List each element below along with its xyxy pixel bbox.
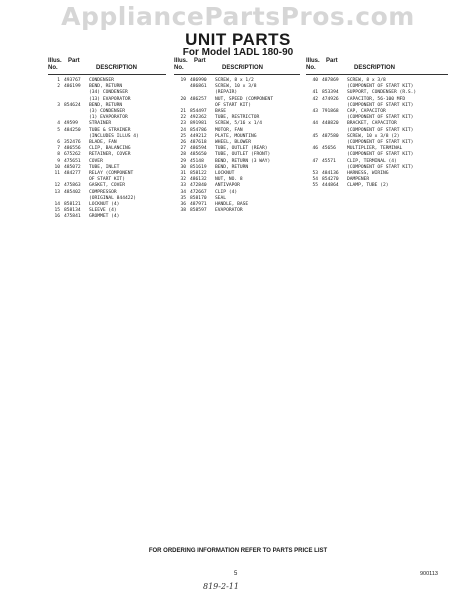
header-description: DESCRIPTION <box>96 65 138 71</box>
part-number: 791868 <box>322 109 339 115</box>
part-description: MOTOR, FAN <box>215 127 243 133</box>
part-number: 45571 <box>322 158 336 164</box>
part-description: BEND, RETURN <box>215 164 249 170</box>
illus-number: 4 <box>57 121 60 127</box>
header-no: No. <box>174 65 184 71</box>
part-number: 486132 <box>190 177 207 183</box>
illus-number: 22 <box>180 115 186 121</box>
part-description: HARNESS, WIRING <box>347 171 389 177</box>
illus-number: 53 <box>312 171 318 177</box>
header-illus: Illus. <box>306 58 320 64</box>
parts-column-1 <box>48 58 166 221</box>
parts-list <box>174 78 300 214</box>
illus-number <box>174 84 190 96</box>
part-number: 475841 <box>64 214 81 220</box>
watermark: AppliancePartsPros.com <box>61 2 415 31</box>
part-row <box>48 171 166 183</box>
header-illus: Illus. <box>174 58 188 64</box>
header-description: DESCRIPTION <box>354 65 396 71</box>
part-number: 486861 <box>190 84 207 90</box>
part-row <box>306 146 448 158</box>
part-description: RETAINER, COVER <box>89 152 131 158</box>
illus-number: 28 <box>180 152 186 158</box>
part-number: 486990 <box>190 78 207 83</box>
part-row <box>306 109 448 121</box>
part-number: 484250 <box>64 127 81 133</box>
header-rule <box>306 74 448 75</box>
part-description: CAP, CAPACITOR (COMPONENT OF START KIT) <box>347 109 414 121</box>
part-description: PLATE, MOUNTING <box>215 133 257 139</box>
part-number: 487580 <box>322 133 339 139</box>
illus-number: 38 <box>180 208 186 214</box>
part-row <box>174 84 300 96</box>
part-row <box>306 121 448 133</box>
part-description: HANDLE, BASE <box>215 202 249 208</box>
part-number: 487971 <box>190 202 207 208</box>
part-row <box>174 97 300 109</box>
part-description: EVAPORATOR <box>215 208 243 214</box>
part-number: 854786 <box>190 127 207 133</box>
illus-number: 44 <box>312 121 318 127</box>
illus-number: 46 <box>312 146 318 152</box>
part-description: BEND, RETURN (34) CONDENSER (13) EVAPORATOR <box>89 84 131 102</box>
part-description: SEAL <box>215 195 227 201</box>
part-number: 485650 <box>190 152 207 158</box>
column-header <box>306 58 448 73</box>
part-description: TUBE, OUTLET (FRONT) <box>215 152 271 158</box>
handwritten-note: 819-2-11 <box>203 582 239 591</box>
illus-number: 31 <box>180 171 186 177</box>
illus-number: 34 <box>180 189 186 195</box>
header-part: Part <box>68 58 80 64</box>
part-number: 486556 <box>64 146 81 152</box>
part-number: 485072 <box>64 164 81 170</box>
illus-number: 35 <box>180 195 186 201</box>
illus-number: 13 <box>54 189 60 195</box>
part-description: CLIP, BALANCING <box>89 146 131 152</box>
illus-number: 26 <box>180 140 186 146</box>
part-description: SLEEVE (4) <box>89 208 117 214</box>
part-number: 45148 <box>190 158 204 164</box>
illus-number: 1 <box>57 78 60 83</box>
illus-number: 7 <box>57 146 60 152</box>
illus-number: 36 <box>180 202 186 208</box>
header-rule <box>48 74 166 75</box>
part-row <box>306 159 448 171</box>
illus-number: 42 <box>312 96 318 102</box>
illus-number: 8 <box>57 152 60 158</box>
part-row <box>306 134 448 146</box>
part-description: SCREW, 10 x 3/8 (REPAIR) <box>215 84 257 96</box>
part-number: 891981 <box>190 121 207 127</box>
illus-number: 6 <box>57 140 60 146</box>
part-description: CLAMP, TUBE (2) <box>347 183 389 189</box>
part-number: 675262 <box>64 152 81 158</box>
part-description: COMPRESSOR (ORIGINAL 844422) <box>89 189 137 201</box>
part-description: DAMPENER <box>347 177 370 183</box>
part-number: 854497 <box>190 109 207 115</box>
part-row <box>48 103 166 122</box>
part-description: CONDENSER <box>89 78 114 83</box>
part-number: 486199 <box>64 84 81 90</box>
illus-number: 54 <box>312 177 318 183</box>
header-illus: Illus. <box>48 58 62 64</box>
part-description: BRACKET, CAPACITOR (COMPONENT OF START KIT) <box>347 121 414 133</box>
parts-list <box>48 78 166 221</box>
illus-number: 29 <box>180 158 186 164</box>
document-code: 900113 <box>420 571 438 577</box>
illus-number: 23 <box>180 121 186 127</box>
part-description: RELAY (COMPONENT OF START KIT) <box>89 171 134 183</box>
part-row <box>48 214 166 220</box>
part-number: 45656 <box>322 146 336 152</box>
part-row <box>48 84 166 103</box>
page-title: UNIT PARTS <box>185 30 291 49</box>
part-number: 858170 <box>190 195 207 201</box>
part-number: 854270 <box>322 177 339 183</box>
part-description: SCREW, 8 x 3/8 (COMPONENT OF START KIT) <box>347 78 414 90</box>
header-no: No. <box>48 65 58 71</box>
part-number: 486594 <box>190 146 207 152</box>
illus-number: 45 <box>312 133 318 139</box>
part-row <box>306 97 448 109</box>
part-description: WHEEL, BLOWER <box>215 140 251 146</box>
part-number: 444864 <box>322 183 339 189</box>
part-number: 487618 <box>190 140 207 146</box>
part-description: MULTIPLIER, TERMINAL (COMPONENT OF START KIT) <box>347 146 414 158</box>
part-number: 485402 <box>64 189 81 195</box>
part-number: 472667 <box>190 189 207 195</box>
part-row <box>48 190 166 202</box>
part-number: 484136 <box>322 171 339 177</box>
part-description: LOCKNUT <box>215 171 235 177</box>
illus-number: 16 <box>54 214 60 220</box>
part-number: 858121 <box>64 202 81 208</box>
part-description: COVER <box>89 158 103 164</box>
header-no: No. <box>306 65 316 71</box>
part-description: TUBE, INLET <box>89 164 120 170</box>
illus-number: 25 <box>180 133 186 139</box>
ordering-footer: FOR ORDERING INFORMATION REFER TO PARTS PRICE LIST <box>148 548 328 554</box>
part-description: BEND, RETURN (3) CONDENSER (1) EVAPORATOR <box>89 102 128 121</box>
part-description: SCREW, 5/16 x 1/4 <box>215 121 263 127</box>
part-number: 448820 <box>322 121 339 127</box>
part-number: 487869 <box>322 78 339 83</box>
illus-number: 47 <box>312 158 318 164</box>
part-description: TUBE & STRAINER (INCLUDES ILLUS 4) <box>89 127 139 139</box>
part-description: TUBE, OUTLET (REAR) <box>215 146 268 152</box>
illus-number: 10 <box>54 164 60 170</box>
illus-number: 14 <box>54 202 60 208</box>
header-rule <box>174 74 300 75</box>
illus-number: 12 <box>54 183 60 189</box>
part-description: CLIP (4) <box>215 189 238 195</box>
parts-column-3 <box>306 58 448 190</box>
illus-number: 55 <box>312 183 318 189</box>
illus-number: 11 <box>54 171 60 177</box>
parts-list <box>306 78 448 190</box>
part-number: 472840 <box>190 183 207 189</box>
illus-number: 30 <box>180 164 186 170</box>
part-description: SCREW, 10 x 3/8 (2) (COMPONENT OF START KIT) <box>347 133 414 146</box>
part-number: 858122 <box>190 171 207 177</box>
part-row <box>174 208 300 214</box>
part-row <box>306 78 448 90</box>
part-description: NUT, NO. 8 <box>215 177 243 183</box>
part-description: NUT, SPEED (COMPONENT OF START KIT) <box>215 96 274 108</box>
part-description: CLIP, TERMINAL (4) (COMPONENT OF START KIT) <box>347 158 414 170</box>
part-description: ANTIVAPOR <box>215 183 240 189</box>
part-number: 475863 <box>64 183 81 189</box>
column-header <box>174 58 300 73</box>
part-description: BEND, RETURN (3 WAY) <box>215 158 271 164</box>
part-number: 858597 <box>190 208 207 214</box>
part-description: GROMMET (4) <box>89 214 120 220</box>
illus-number: 24 <box>180 127 186 133</box>
part-number: 474926 <box>322 96 339 102</box>
part-row <box>306 183 448 189</box>
part-number: 486257 <box>190 96 207 102</box>
part-number: 475651 <box>64 158 81 164</box>
header-description: DESCRIPTION <box>222 65 264 71</box>
illus-number: 43 <box>312 109 318 115</box>
illus-number: 41 <box>312 90 318 96</box>
part-description: STRAINER <box>89 121 112 127</box>
part-description: SCREW, 8 x 1/2 <box>215 78 254 83</box>
illus-number: 15 <box>54 208 60 214</box>
part-number: 854624 <box>64 102 81 108</box>
part-number: 352476 <box>64 140 81 146</box>
part-number: 484277 <box>64 171 81 177</box>
part-row <box>48 128 166 140</box>
illus-number: 2 <box>57 84 60 90</box>
part-description: SUPPORT, CONDENSER (R.S.) <box>347 90 417 96</box>
part-description: BASE <box>215 109 227 115</box>
illus-number: 27 <box>180 146 186 152</box>
part-number: 493767 <box>64 78 81 83</box>
part-description: LOCKNUT (4) <box>89 202 120 208</box>
part-number: 851619 <box>190 164 207 170</box>
parts-column-2 <box>174 58 300 214</box>
illus-number: 5 <box>57 127 60 133</box>
part-number: 853394 <box>322 90 339 96</box>
illus-number: 3 <box>57 102 60 108</box>
part-number: 449212 <box>190 133 207 139</box>
page-number: 5 <box>234 571 238 577</box>
illus-number: 19 <box>180 78 186 83</box>
illus-number: 21 <box>180 109 186 115</box>
part-description: CAPACITOR, 56-100 MFD (COMPONENT OF START KIT) <box>347 96 414 108</box>
header-part: Part <box>326 58 338 64</box>
part-number: 492362 <box>190 115 207 121</box>
part-number: 49599 <box>64 121 78 127</box>
part-number: 858134 <box>64 208 81 214</box>
illus-number: 33 <box>180 183 186 189</box>
illus-number: 32 <box>180 177 186 183</box>
illus-number: 9 <box>57 158 60 164</box>
model-subtitle: For Model 1ADL 180-90 <box>182 47 294 58</box>
illus-number: 20 <box>180 96 186 102</box>
column-header <box>48 58 166 73</box>
header-part: Part <box>194 58 206 64</box>
illus-number: 40 <box>312 78 318 83</box>
part-description: BLADE, FAN <box>89 140 117 146</box>
part-description: TUBE, RESTRICTOR <box>215 115 260 121</box>
part-description: GASKET, COVER <box>89 183 125 189</box>
